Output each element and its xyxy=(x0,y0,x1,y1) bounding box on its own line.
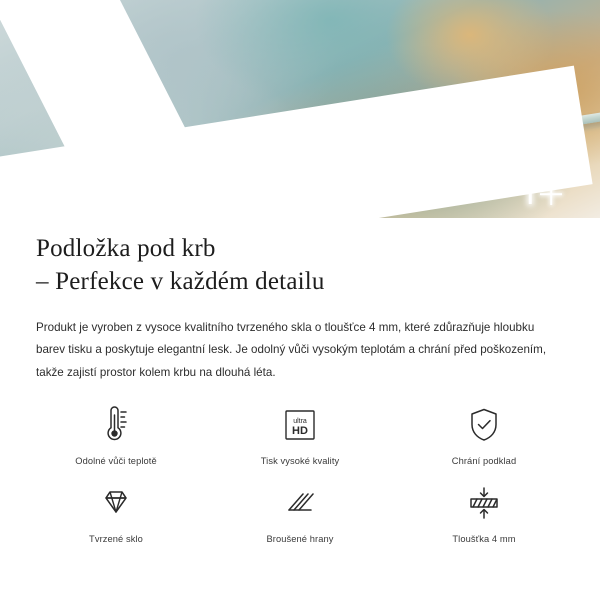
page-title-line-2: – Perfekce v každém detailu xyxy=(36,268,325,296)
feature-label: Tisk vysoké kvality xyxy=(260,456,340,467)
ultra-hd-icon xyxy=(279,402,321,448)
feature-label: Chrání podklad xyxy=(451,456,517,467)
diamond-icon xyxy=(95,480,137,526)
feature-item-polished-edges xyxy=(208,480,392,544)
feature-item-print-quality xyxy=(208,402,392,466)
feature-grid xyxy=(0,402,600,544)
feature-item-protects-surface xyxy=(392,402,576,466)
feature-item-thickness xyxy=(392,480,576,544)
feature-item-temperature xyxy=(24,402,208,466)
feature-label: Tvrzené sklo xyxy=(89,534,143,545)
svg-text:ultra: ultra xyxy=(293,418,307,426)
feature-label: Odolné vůči teplotě xyxy=(75,456,157,467)
svg-text:HD: HD xyxy=(292,425,308,438)
feature-label: Broušené hrany xyxy=(266,534,334,545)
description-paragraph: Produkt je vyroben z vysoce kvalitního tvrzeného skla o tloušťce 4 mm, které zdůrazňuje hloubku barev tisku a poskytuje elegantní lesk. Je odolný vůči vysokým teplotám a chrání před poškozením, takže zajistí prostor kolem krbu na dlouhá léta. xyxy=(36,320,547,379)
thermometer-icon xyxy=(95,402,137,448)
page-title-line-1: Podložka pod krb xyxy=(36,235,216,262)
hero-image xyxy=(0,0,600,218)
text-content xyxy=(0,218,600,384)
thickness-arrows-icon xyxy=(463,480,505,526)
feature-item-tempered-glass xyxy=(24,480,208,544)
feature-label: Tloušťka 4 mm xyxy=(452,534,516,545)
polished-edges-icon xyxy=(279,480,321,526)
shield-check-icon xyxy=(463,402,505,448)
page-title xyxy=(36,232,564,299)
